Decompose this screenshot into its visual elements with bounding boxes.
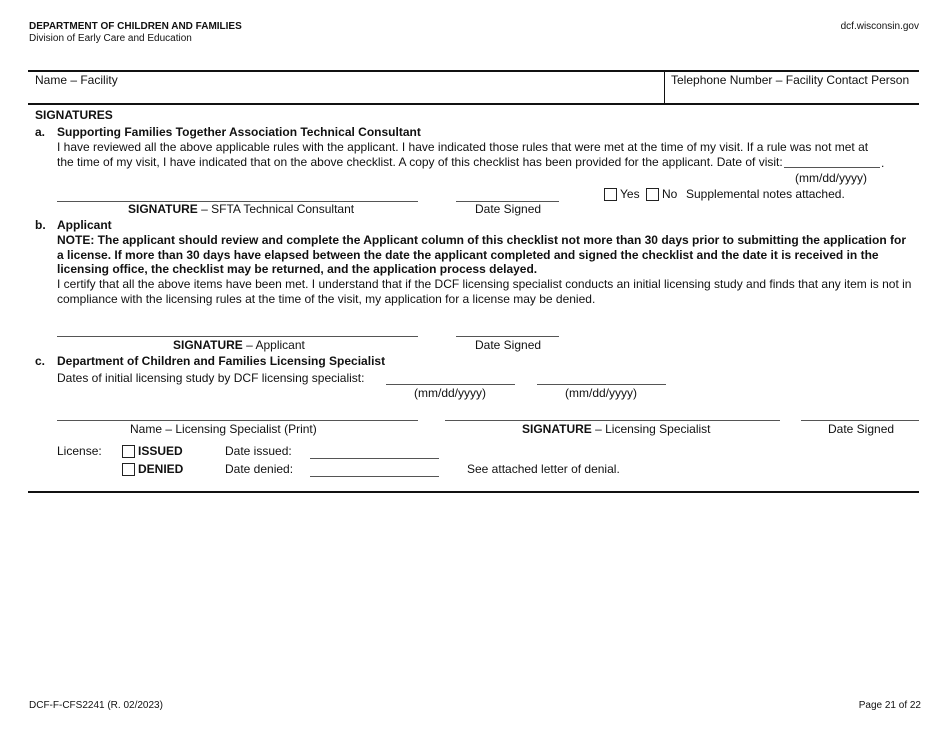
form-number: DCF-F-CFS2241 (R. 02/2023) <box>29 700 163 711</box>
applicant-date-signed-label: Date Signed <box>475 338 542 352</box>
specialist-name-label: Name – Licensing Specialist (Print) <box>130 422 317 436</box>
study-date-2-format: (mm/dd/yyyy) <box>565 386 637 400</box>
page-number: Page 21 of 22 <box>858 700 921 711</box>
specialist-name-line[interactable] <box>57 420 418 421</box>
signatures-title: SIGNATURES <box>35 108 113 122</box>
denied-label: DENIED <box>138 462 184 476</box>
study-date-2-line[interactable] <box>537 384 666 385</box>
yes-checkbox[interactable] <box>604 188 617 201</box>
date-issued-line[interactable] <box>310 458 439 459</box>
sfta-date-signed-label: Date Signed <box>475 202 542 216</box>
department-name: DEPARTMENT OF CHILDREN AND FAMILIES <box>29 21 242 32</box>
date-denied-line[interactable] <box>310 476 439 477</box>
date-denied-label: Date denied: <box>225 462 294 476</box>
specialist-date-line[interactable] <box>801 420 919 421</box>
yes-label: Yes <box>620 187 640 201</box>
visit-date-line[interactable] <box>784 167 880 168</box>
issued-checkbox[interactable] <box>122 445 135 458</box>
sfta-signature-label: SIGNATURE – SFTA Technical Consultant <box>128 202 355 216</box>
section-a-heading: Supporting Families Together Association Technical Consultant <box>57 125 421 139</box>
visit-date-format: (mm/dd/yyyy) <box>795 171 867 185</box>
applicant-date-line[interactable] <box>456 336 559 337</box>
website: dcf.wisconsin.gov <box>840 21 919 32</box>
visit-date-period: . <box>881 156 885 170</box>
division-name: Division of Early Care and Education <box>29 33 192 44</box>
section-a-body: I have reviewed all the above applicable rules with the applicant. I have indicated those rules that were met at the time of my visit. If a rule was not met at the time of my visit, I have indicated that on the above checklist. A copy of this checklist has been provided for the applicant. Date of visit: <box>57 140 869 169</box>
no-checkbox[interactable] <box>646 188 659 201</box>
telephone-label: Telephone Number – Facility Contact Person <box>671 73 910 87</box>
field-box-bottom-rule <box>28 103 919 105</box>
bottom-rule <box>28 491 919 493</box>
name-facility-label: Name – Facility <box>35 73 118 87</box>
supplemental-notes-label: Supplemental notes attached. <box>686 187 845 201</box>
section-a-letter: a. <box>35 125 46 139</box>
section-b-heading: Applicant <box>57 218 112 232</box>
section-b-letter: b. <box>35 218 46 232</box>
study-date-1-line[interactable] <box>386 384 515 385</box>
no-label: No <box>662 187 678 201</box>
section-c-heading: Department of Children and Families Licensing Specialist <box>57 354 386 368</box>
applicant-note: NOTE: The applicant should review and complete the Applicant column of this checklist not more than 30 days prior to submitting the application for a license. If more than 30 days have elapsed between the date the applicant completed and signed the checklist and the date it is received in the licensing office, the checklist may be returned, and the application process delayed. <box>57 233 906 276</box>
facility-name-field[interactable] <box>28 72 919 103</box>
applicant-signature-label: SIGNATURE – Applicant <box>173 338 305 352</box>
specialist-date-signed-label: Date Signed <box>828 422 895 436</box>
applicant-signature-line[interactable] <box>57 336 418 337</box>
date-issued-label: Date issued: <box>225 444 292 458</box>
issued-label: ISSUED <box>138 444 183 458</box>
initial-study-dates-label: Dates of initial licensing study by DCF licensing specialist: <box>57 371 365 385</box>
specialist-signature-line[interactable] <box>445 420 780 421</box>
specialist-signature-label: SIGNATURE – Licensing Specialist <box>522 422 711 436</box>
see-attached-denial: See attached letter of denial. <box>467 462 620 476</box>
section-c-letter: c. <box>35 354 46 368</box>
denied-checkbox[interactable] <box>122 463 135 476</box>
study-date-1-format: (mm/dd/yyyy) <box>414 386 486 400</box>
license-label: License: <box>57 444 102 458</box>
applicant-certify: I certify that all the above items have been met. I understand that if the DCF licensing specialist conducts an initial licensing study and finds that any item is not in compliance with the licensing rules at the time of the visit, my application for a license may be denied. <box>57 277 912 306</box>
